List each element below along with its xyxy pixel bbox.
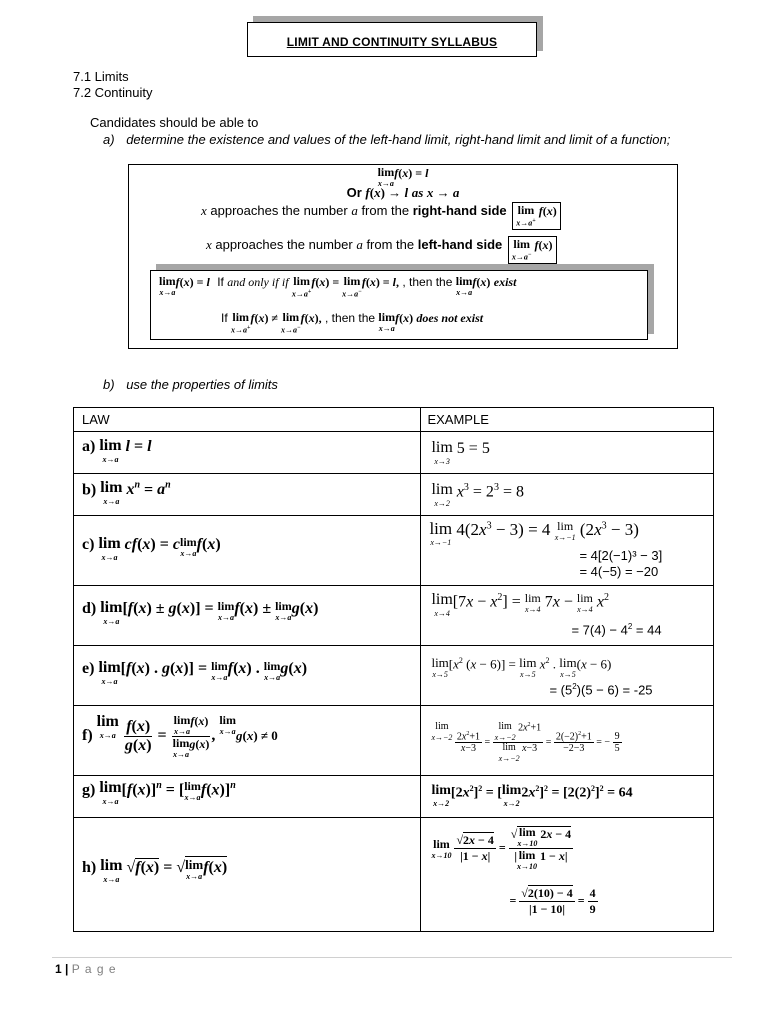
existence-condition-box (150, 270, 648, 340)
table-header-row (74, 408, 714, 432)
if-text: If (221, 311, 228, 325)
header-example: EXAMPLE (421, 408, 714, 432)
not-exist-condition: If lim x→a+ f(x) ≠ lim x→a− f(x), , then the lim x→a f(x) does not exist (221, 310, 484, 335)
example-cell: lim x→4 $[7x - x^2]$ = lim x→4 7x − lim x→4 $x^2$ = $7(4) - 4^2 = 44$ (421, 586, 714, 646)
page-title: LIMIT AND CONTINUITY SYLLABUS (286, 35, 498, 49)
law-cell: a) lim x→a l = l (74, 432, 421, 474)
example-cell: lim x→2 $x^3 = 2^3 = 8$ (421, 474, 714, 516)
limit-laws-table (73, 407, 714, 932)
right-label: right-hand side (412, 203, 507, 218)
left-label: left-hand side (417, 237, 503, 252)
example-cell: lim x→10 $\frac{√2x - 4}{|1 - x|}$ = √ lim x→10 2x − 4 | lim x→10 1 − x| = $\frac{√2(10) - 4}{|1 - 10|}$ = $\frac{4}{9}$ (421, 818, 714, 932)
then2-text: , then the (325, 311, 376, 325)
law-cell: g) lim x→a $[f(x)]^n$ = [ lim x→a f(x)]$^n$ (74, 776, 421, 818)
table-row (74, 776, 714, 818)
right-prefix: approaches the number (206, 203, 352, 218)
page-word: P a g e (71, 962, 117, 976)
law-cell: e) lim x→a [f(x) . g(x)] = lim x→a f(x) . lim x→a g(x) (74, 646, 421, 706)
section-item: 7.2 Continuity (73, 85, 153, 100)
left-prefix: approaches the number (211, 237, 357, 252)
example-e-step1: = $(5^2)(5 - 6) = -25$ (549, 682, 653, 698)
law-cell: f) lim x→a $\frac{f(x)}{g(x)}$ = lim x→a f(x) lim x→a g(x) , lim x→a g(x) ≠ 0 (74, 706, 421, 776)
left-hand-line: x approaches the number a from the left-hand side lim x→a− f(x) (206, 236, 557, 264)
example-cell: lim x→3 5 = 5 (421, 432, 714, 474)
footer-separator: | (65, 962, 69, 976)
example-cell: lim x→−1 $4(2x^3 - 3) = 4$ lim x→−1 $(2x^3 - 3)$ = 4[2(−1)³ − 3] = 4(−5) = −20 (421, 516, 714, 586)
example-c-step2: = 4(−5) = −20 (579, 564, 659, 579)
objective-b (103, 377, 278, 392)
objective-a (103, 132, 670, 147)
exists-condition: lim x→a f(x) = l If and only if if lim x→a+ f(x) = lim x→a− f(x) = l, , then the lim x→a f(x) exist (159, 274, 517, 299)
iff-italic: and only if (227, 275, 279, 289)
intro-text: Candidates should be able to (90, 115, 259, 130)
example-cell: lim x→2 $[2x^2]^2$ = [ lim x→2 $2x^2]^2 = [2(2)^2]^2 = 64$ (421, 776, 714, 818)
example-c-step1: = 4[2(−1)³ − 3] (579, 548, 663, 563)
page-number: 1 (55, 962, 62, 976)
footer-divider (52, 957, 732, 958)
right-hand-line: x approaches the number a from the right-hand side lim x→a+ f(x) (201, 202, 561, 230)
law-cell: h) lim x→a √f(x) = √ lim x→a f(x) (74, 818, 421, 932)
section-list (73, 69, 153, 101)
objective-b-text: use the properties of limits (126, 377, 278, 392)
table-row (74, 706, 714, 776)
table-row (74, 586, 714, 646)
left-mid: from the (362, 237, 418, 252)
table-row (74, 516, 714, 586)
table-row (74, 646, 714, 706)
as-word: as (411, 185, 424, 200)
example-d-step1: = $7(4) - 4^2 = 44$ (571, 622, 662, 638)
objective-a-marker: a) (103, 132, 115, 147)
definition-box (128, 164, 678, 349)
exist-text: exist (493, 275, 517, 289)
example-cell: lim x→5 [$x^2$ (x − 6)] = lim x→5 $x^2$ . lim x→5 (x − 6) = $(5^2)(5 - 6) = -25$ (421, 646, 714, 706)
then-text: , then the (402, 275, 453, 289)
example-cell: lim x→−2 $\frac{2x^2+1}{x-3}$ = lim x→−2 $2x^2+1$ lim x→−2 x−3 = $\frac{2(-2)^2+1}{-2-3}$ = − $\frac{9}{5}$ (421, 706, 714, 776)
law-cell: b) lim x→a $x^n = a^n$ (74, 474, 421, 516)
table-row (74, 474, 714, 516)
limit-arrow-notation: Or f(x) → l as x → a (346, 185, 460, 200)
table-row (74, 432, 714, 474)
law-cell: c) lim x→a cf(x) = c lim x→a f(x) (74, 516, 421, 586)
title-box (247, 22, 537, 57)
section-item: 7.1 Limits (73, 69, 129, 84)
right-mid: from the (357, 203, 413, 218)
limit-definition: lim x→a f(x) = l (377, 165, 429, 188)
left-limit-box: lim x→a− f(x) (508, 236, 557, 264)
right-limit-box: lim x→a+ f(x) (512, 202, 560, 230)
iff-if: If (217, 275, 224, 289)
not-exist-text: does not exist (416, 311, 484, 325)
page-footer (55, 962, 117, 976)
or-word: Or (346, 185, 362, 200)
objective-a-text: determine the existence and values of the left-hand limit, right-hand limit and limit of a function; (126, 132, 671, 147)
header-law: LAW (74, 408, 421, 432)
objective-b-marker: b) (103, 377, 115, 392)
table-row (74, 818, 714, 932)
law-cell: d) lim x→a [f(x) ± g(x)] = lim x→a f(x) ± lim x→a g(x) (74, 586, 421, 646)
